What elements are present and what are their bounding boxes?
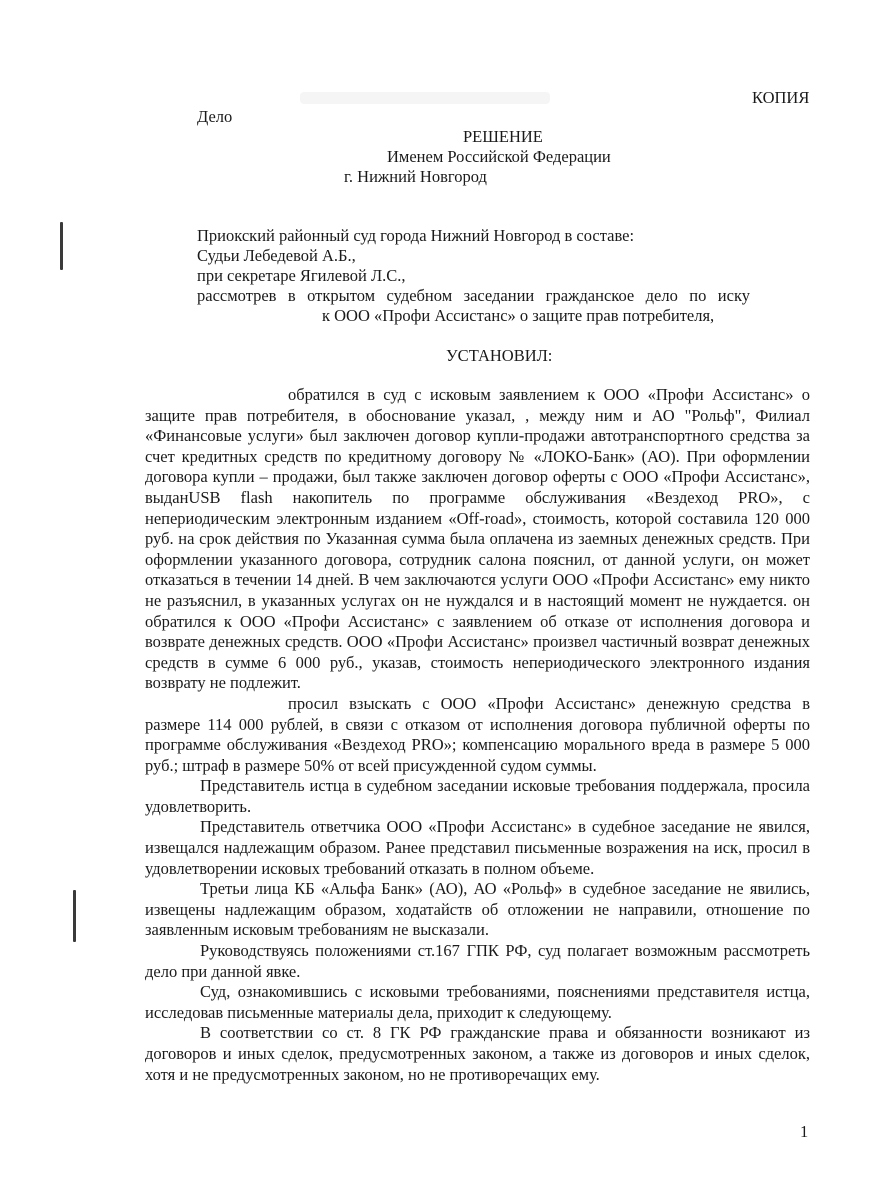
scan-smudge xyxy=(300,92,550,104)
case-label: Дело xyxy=(197,107,233,126)
paragraph-plaintiff-rep: Представитель истца в судебном заседании исковые требования поддержала, просила удовлетворить. xyxy=(145,776,810,816)
court-line-1: Приокский районный суд города Нижний Новгород в составе: xyxy=(197,226,635,245)
page-number: 1 xyxy=(800,1122,809,1141)
paragraph-claim: обратился в суд с исковым заявлением к ООО «Профи Ассистанс» о защите прав потребителя, в обоснование указал, , между ним и АО "Рольф", Филиал «Финансовые услуги» был заключен договор купли-продажи автотранспортного средства за счет кредитных средств по кредитному договору № «ЛОКО-Банк» (АО). При оформлении договора купли – продажи, был также заключен договор оферты с ООО «Профи Ассистанс», выданUSB flash накопитель по программе обслуживания «Вездеход PRO», с непериодическим электронным изданием «Off-road», стоимость, которой составила 120 000 руб. на срок действия по Указанная сумма была оплачена из заемных денежных средств. При оформлении указанного договора, сотрудник салона пояснил, от данной услуги, он может отказаться в течении 14 дней. В чем заключаются услуги ООО «Профи Ассистанс» ему никто не разъяснил, в указанных услугах он не нуждался и в настоящий момент не нуждается. он обратился к ООО «Профи Ассистанс» с заявлением об отказе от исполнения договора и возврате денежных средств. ООО «Профи Ассистанс» произвел частичный возврат денежных средств в сумме 6 000 руб., указав, стоимость непериодического электронного издания возврату не подлежит. xyxy=(145,385,810,693)
court-line-2: Судьи Лебедевой А.Б., xyxy=(197,246,356,265)
section-title: УСТАНОВИЛ: xyxy=(446,346,553,365)
city-line: г. Нижний Новгород xyxy=(344,167,487,186)
paragraph-defendant-rep: Представитель ответчика ООО «Профи Ассистанс» в судебное заседание не явился, извещался надлежащим образом. Ранее представил письменные возражения на иск, просил в удовлетворении исковых требований отказать в полном объеме. xyxy=(145,817,810,878)
court-line-3: при секретаре Ягилевой Л.С., xyxy=(197,266,406,285)
court-line-5: к ООО «Профи Ассистанс» о защите прав потребителя, xyxy=(322,306,715,325)
document-title: РЕШЕНИЕ xyxy=(463,127,543,146)
paragraph-third-parties: Третьи лица КБ «Альфа Банк» (АО), АО «Рольф» в судебное заседание не явились, извещены надлежащим образом, ходатайств об отложении не направили, отношение по заявленным исковым требованиям не высказали. xyxy=(145,879,810,940)
scan-mark xyxy=(60,222,63,270)
paragraph-procedure: Руководствуясь положениями ст.167 ГПК РФ, суд полагает возможным рассмотреть дело при данной явке. xyxy=(145,941,810,981)
document-body xyxy=(145,385,810,1085)
paragraph-civil-code: В соответствии со ст. 8 ГК РФ гражданские права и обязанности возникают из договоров и иных сделок, предусмотренных законом, а также из договоров и иных сделок, хотя и не предусмотренных законом, но не противоречащих ему. xyxy=(145,1023,810,1084)
court-line-4: рассмотрев в открытом судебном заседании гражданское дело по иску xyxy=(197,286,750,305)
paragraph-demands: просил взыскать с ООО «Профи Ассистанс» денежную средства в размере 114 000 рублей, в связи с отказом от исполнения договора публичной оферты по программе обслуживания «Вездеход PRO»; компенсацию морального вреда в размере 5 000 руб.; штраф в размере 50% от всей присужденной судом суммы. xyxy=(145,693,810,775)
scan-mark xyxy=(73,890,76,942)
copy-label: КОПИЯ xyxy=(752,88,810,107)
document-subtitle: Именем Российской Федерации xyxy=(387,147,611,166)
paragraph-court-review: Суд, ознакомившись с исковыми требованиями, пояснениями представителя истца, исследовав письменные материалы дела, приходит к следующему. xyxy=(145,982,810,1022)
